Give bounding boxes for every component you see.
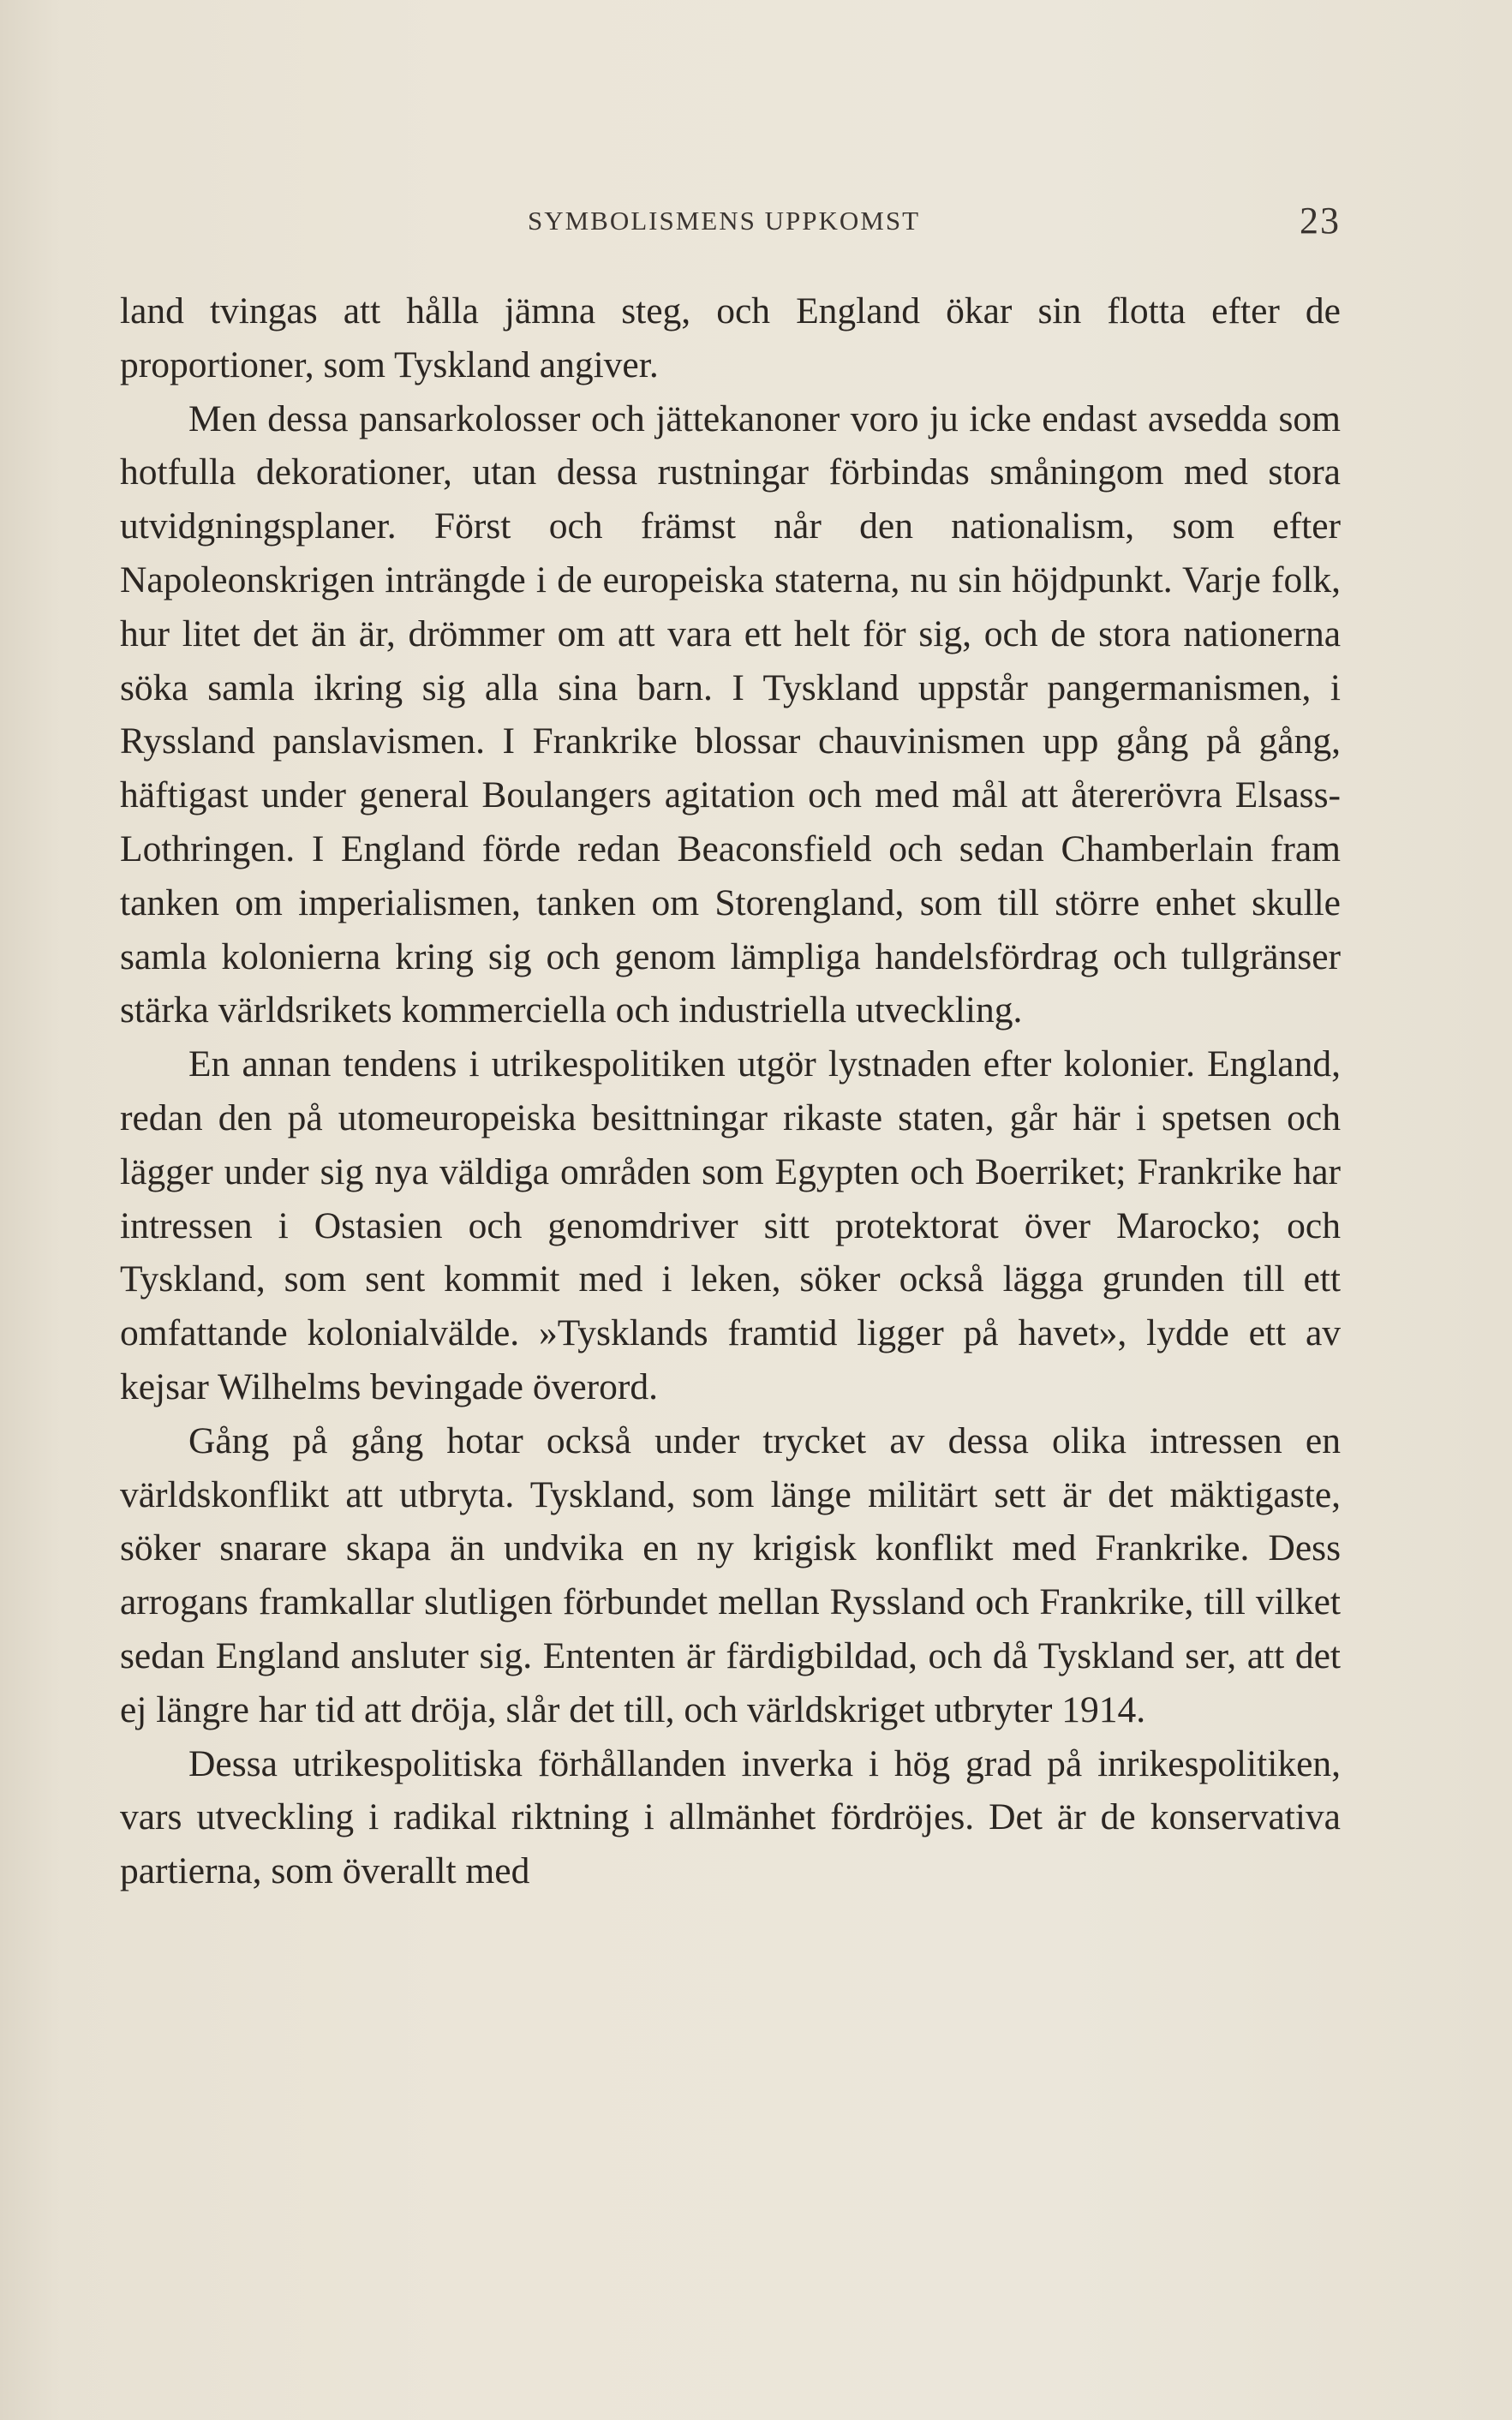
page-number: 23: [1300, 200, 1341, 242]
paragraph-2: Men dessa pansarkolosser och jättekanoner voro ju icke endast avsedda som hotfulla dekorationer, utan dessa rustningar förbindas småningom med stora utvidgningsplaner. Först och främst når den nationalism, som efter Napoleonskrigen inträngde i de europeiska staterna, nu sin höjdpunkt. Varje folk, hur litet det än är, drömmer om att vara ett helt för sig, och de stora nationerna söka samla ikring sig alla sina barn. I Tyskland uppstår pangermanismen, i Ryssland panslavismen. I Frankrike blossar chauvinismen upp gång på gång, häftigast under general Boulangers agitation och med mål att återerövra Elsass-Lothringen. I England förde redan Beaconsfield och sedan Chamberlain fram tanken om imperialismen, tanken om Storengland, som till större enhet skulle samla kolonierna kring sig och genom lämpliga handelsfördrag och tullgränser stärka världsrikets kommerciella och industriella utveckling.: [120, 397, 1341, 1031]
body-text: [120, 284, 1341, 1898]
running-title: SYMBOLISMENS UPPKOMST: [527, 206, 921, 236]
paragraph-1: land tvingas att hålla jämna steg, och England ökar sin flotta efter de proportioner, som Tyskland angiver.: [120, 290, 1341, 385]
paragraph-4: Gång på gång hotar också under trycket av dessa olika intressen en världskonflikt att utbryta. Tyskland, som länge militärt sett är det mäktigaste, söker snarare skapa än undvika en ny krigisk konflikt med Frankrike. Dess arrogans framkallar slutligen förbundet mellan Ryssland och Frankrike, till vilket sedan England ansluter sig. Ententen är färdigbildad, och då Tyskland ser, att det ej längre har tid att dröja, slår det till, och världskriget utbryter 1914.: [120, 1419, 1341, 1730]
running-head: [0, 199, 1512, 250]
paragraph-5: Dessa utrikespolitiska förhållanden inverka i hög grad på inrikespolitiken, vars utveckling i radikal riktning i allmänhet fördröjes. Det är de konservativa partierna, som överallt med: [120, 1742, 1341, 1892]
paragraph-3: En annan tendens i utrikespolitiken utgör lystnaden efter kolonier. England, redan den på utomeuropeiska besittningar rikaste staten, går här i spetsen och lägger under sig nya väldiga områden som Egypten och Boerriket; Frankrike har intressen i Ostasien och genomdriver sitt protektorat över Marocko; och Tyskland, som sent kommit med i leken, söker också lägga grunden till ett omfattande kolonialvälde. »Tysklands framtid ligger på havet», lydde ett av kejsar Wilhelms bevingade överord.: [120, 1043, 1341, 1407]
